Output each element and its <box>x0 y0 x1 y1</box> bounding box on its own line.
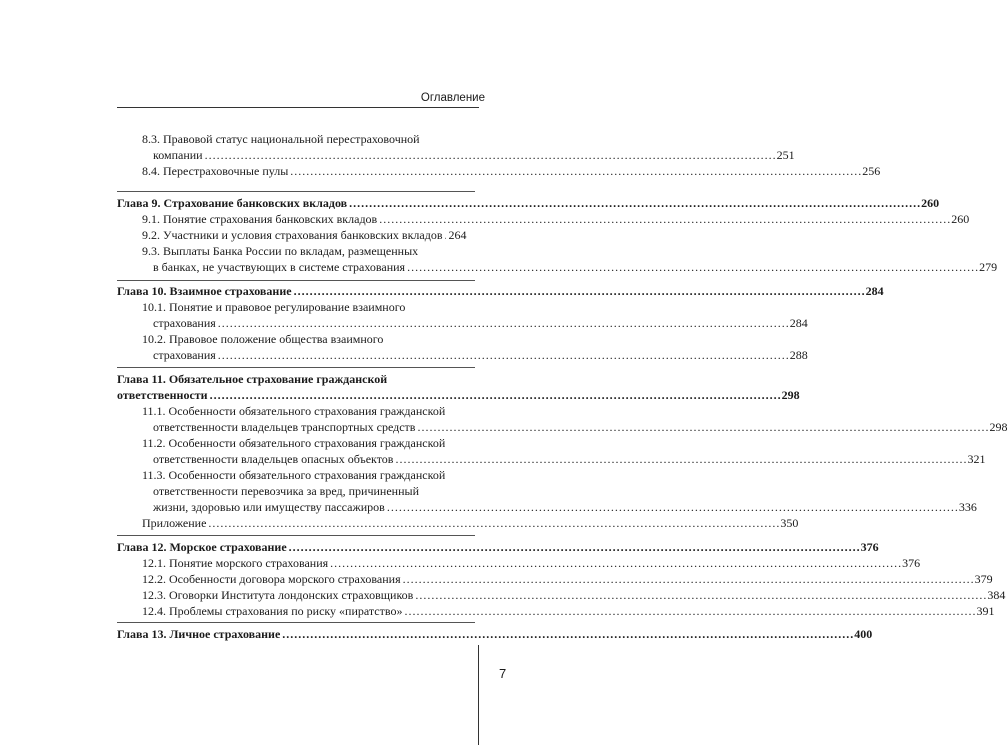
toc-entry-title: 9.3. Выплаты Банка России по вкладам, размещенных <box>142 244 419 258</box>
toc-entry-9-3-cont[interactable] <box>117 259 998 275</box>
chapter-separator <box>117 367 475 368</box>
dot-leader <box>218 315 788 331</box>
toc-entry-title: ответственности владельцев опасных объектов <box>153 452 394 466</box>
toc-page-number: 379 <box>974 572 993 586</box>
toc-entry-12-1[interactable] <box>117 555 921 571</box>
dot-leader <box>407 259 977 275</box>
toc-entry-9-2[interactable] <box>117 227 475 243</box>
toc-entry-11-1-cont[interactable] <box>117 419 1007 435</box>
toc-page-number: 298 <box>781 388 800 402</box>
toc-page-number: 376 <box>902 556 921 570</box>
toc-chapter-10[interactable] <box>117 283 884 299</box>
toc-page-number: 251 <box>776 148 795 162</box>
toc-entry-title: 8.3. Правовой статус национальной перестраховочной <box>142 132 420 146</box>
toc-entry-title: жизни, здоровью или имуществу пассажиров <box>153 500 385 514</box>
dot-leader <box>379 211 949 227</box>
toc-chapter-11[interactable] <box>117 371 475 387</box>
toc-entry-8-3-cont[interactable] <box>117 147 795 163</box>
toc-chapter-13[interactable] <box>117 626 873 642</box>
toc-entry-11-3-cont2[interactable] <box>117 499 977 515</box>
toc-page-number: 321 <box>967 452 986 466</box>
toc-entry-title: 11.2. Особенности обязательного страхования гражданской <box>142 436 446 450</box>
toc-entry-8-3[interactable] <box>117 131 475 147</box>
toc-page-number: 298 <box>989 420 1007 434</box>
page-number-rule <box>478 645 479 745</box>
toc-entry-title: 12.3. Оговорки Института лондонских страховщиков <box>142 588 414 602</box>
dot-leader <box>444 227 446 243</box>
dot-leader <box>330 555 900 571</box>
dot-leader <box>289 539 859 555</box>
toc-entry-title: 10.2. Правовое положение общества взаимного <box>142 332 384 346</box>
toc-entry-9-3[interactable] <box>117 243 475 259</box>
toc-entry-title: компании <box>153 148 203 162</box>
toc-entry-title: 11.3. Особенности обязательного страхования гражданской <box>142 468 446 482</box>
chapter-separator <box>117 535 475 536</box>
toc-entry-title: 12.4. Проблемы страхования по риску «пиратство» <box>142 604 403 618</box>
toc-entry-12-4[interactable] <box>117 603 995 619</box>
toc-entry-12-3[interactable] <box>117 587 1006 603</box>
toc-entry-10-1[interactable] <box>117 299 475 315</box>
toc-chapter-12[interactable] <box>117 539 879 555</box>
toc-entry-11-3-cont[interactable] <box>117 483 475 499</box>
toc-entry-title: Приложение <box>142 516 207 530</box>
dot-leader <box>415 587 985 603</box>
toc-page-number: 376 <box>860 540 879 554</box>
running-header-title: Оглавление <box>420 92 485 104</box>
toc-entry-title: ответственности перевозчика за вред, причиненный <box>153 484 419 498</box>
toc-entry-11-1[interactable] <box>117 403 475 419</box>
toc-chapter-title: Глава 10. Взаимное страхование <box>117 284 292 298</box>
toc-entry-11-2[interactable] <box>117 435 475 451</box>
toc-entry-8-4[interactable] <box>117 163 881 179</box>
dot-leader <box>208 515 778 531</box>
toc-entry-title: в банках, не участвующих в системе страхования <box>153 260 406 274</box>
toc-page-number: 260 <box>951 212 970 226</box>
toc-entry-title: страхования <box>153 348 216 362</box>
toc-entry-title: 12.1. Понятие морского страхования <box>142 556 329 570</box>
toc-entry-10-2-cont[interactable] <box>117 347 808 363</box>
toc-page-number: 384 <box>987 588 1006 602</box>
dot-leader <box>395 451 965 467</box>
toc-page-number: 279 <box>979 260 998 274</box>
dot-leader <box>205 147 775 163</box>
toc-page-number: 400 <box>854 627 873 641</box>
dot-leader <box>210 387 780 403</box>
toc-chapter-title: Глава 9. Страхование банковских вкладов <box>117 196 348 210</box>
toc-entry-title: 10.1. Понятие и правовое регулирование взаимного <box>142 300 406 314</box>
toc-page-number: 264 <box>448 228 467 242</box>
toc-entry-title: страхования <box>153 316 216 330</box>
chapter-separator <box>117 280 475 281</box>
toc-page-number: 284 <box>789 316 808 330</box>
toc-entry-title: 12.2. Особенности договора морского страхования <box>142 572 401 586</box>
toc-chapter-title: Глава 13. Личное страхование <box>117 627 281 641</box>
header-rule <box>117 107 479 108</box>
toc-chapter-9[interactable] <box>117 195 940 211</box>
toc-chapter-title: Глава 12. Морское страхование <box>117 540 287 554</box>
dot-leader <box>282 626 852 642</box>
toc-chapter-title: ответственности <box>117 388 208 402</box>
toc-page-number: 284 <box>865 284 884 298</box>
toc-entry-11-2-cont[interactable] <box>117 451 986 467</box>
toc-entry-title: 8.4. Перестраховочные пулы <box>142 164 289 178</box>
page-number: 7 <box>499 666 507 681</box>
toc-entry-11-3[interactable] <box>117 467 475 483</box>
toc-page-number: 256 <box>862 164 881 178</box>
dot-leader <box>403 571 973 587</box>
chapter-separator <box>117 622 475 623</box>
toc-entry-appendix[interactable] <box>117 515 799 531</box>
dot-leader <box>290 163 860 179</box>
toc-entry-title: 9.2. Участники и условия страхования банковских вкладов <box>142 228 443 242</box>
toc-page-number: 391 <box>976 604 995 618</box>
toc-page-number: 260 <box>921 196 940 210</box>
toc-entry-title: ответственности владельцев транспортных средств <box>153 420 416 434</box>
toc-entry-title: 11.1. Особенности обязательного страхования гражданской <box>142 404 446 418</box>
chapter-separator <box>117 191 475 192</box>
dot-leader <box>294 283 864 299</box>
toc-chapter-title: Глава 11. Обязательное страхование гражданской <box>117 372 388 386</box>
toc-entry-10-1-cont[interactable] <box>117 315 808 331</box>
toc-entry-12-2[interactable] <box>117 571 993 587</box>
dot-leader <box>218 347 788 363</box>
toc-entry-10-2[interactable] <box>117 331 475 347</box>
dot-leader <box>349 195 919 211</box>
toc-page-number: 336 <box>958 500 977 514</box>
dot-leader <box>404 603 974 619</box>
toc-page-number: 350 <box>780 516 799 530</box>
toc-entry-9-1[interactable] <box>117 211 970 227</box>
toc-entry-title: 9.1. Понятие страхования банковских вкладов <box>142 212 378 226</box>
toc-chapter-11-cont[interactable] <box>117 387 800 403</box>
dot-leader <box>417 419 987 435</box>
dot-leader <box>387 499 957 515</box>
toc-page-number: 288 <box>789 348 808 362</box>
